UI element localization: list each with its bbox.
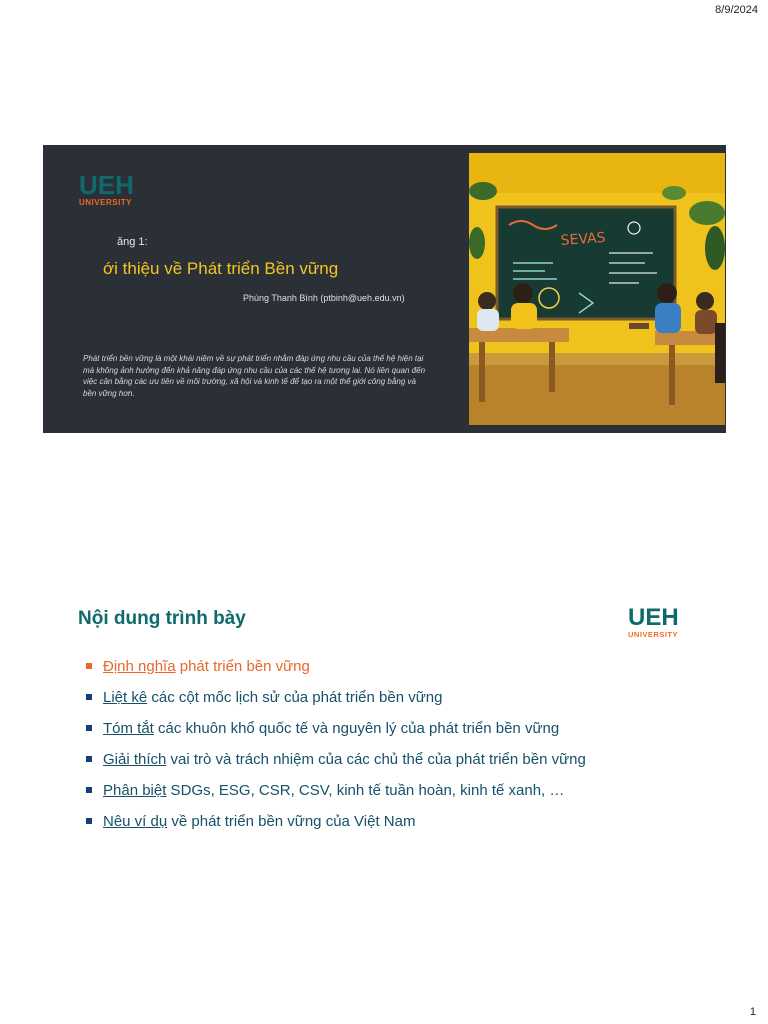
ueh-logo	[79, 172, 134, 207]
bullet-square-icon	[86, 663, 92, 669]
agenda-item	[86, 780, 666, 801]
agenda-item-text: phát triển bền vững	[175, 658, 310, 675]
agenda-item-text: các cột mốc lịch sử của phát triển bền vững	[147, 689, 443, 706]
agenda-item-text: về phát triển bền vững của Việt Nam	[167, 813, 416, 830]
agenda-list	[86, 656, 666, 842]
agenda-keyword-link[interactable]: Định nghĩa	[103, 658, 176, 675]
ueh-logo	[628, 606, 679, 639]
svg-text:SEVAS: SEVAS	[560, 229, 607, 249]
agenda-title: Nội dung trình bày	[78, 608, 246, 629]
agenda-keyword-link[interactable]: Nêu ví dụ	[103, 813, 168, 830]
bullet-square-icon	[86, 818, 92, 824]
agenda-item	[86, 718, 666, 739]
agenda-item-text: vai trò và trách nhiệm của các chủ thể của phát triển bền vững	[166, 751, 586, 768]
summary-text: Phát triển bền vững là một khái niệm về sự phát triển nhằm đáp ứng nhu cầu của thế hệ hiện tại mà không ảnh hưởng đến khả năng đáp ứng nhu cầu của các thế hệ tương lai. Nó liên quan đến việc cân bằng các ưu tiên về môi trường, xã hội và kinh tế để tạo ra một thế giới công bằng và bền vững hơn.	[83, 354, 426, 398]
page-date: 8/9/2024	[715, 4, 758, 16]
agenda-keyword-link[interactable]: Giải thích	[103, 751, 167, 768]
title-slide	[43, 145, 726, 433]
slide-title: ới thiệu về Phát triển Bền vững	[103, 259, 339, 278]
logo-main-text: UEH	[79, 170, 134, 200]
agenda-item	[86, 749, 666, 770]
bullet-square-icon	[86, 787, 92, 793]
chapter-label: ăng 1:	[117, 236, 148, 248]
logo-sub-text: UNIVERSITY	[628, 630, 679, 639]
agenda-item	[86, 811, 666, 832]
agenda-item	[86, 687, 666, 708]
bullet-square-icon	[86, 694, 92, 700]
bullet-square-icon	[86, 725, 92, 731]
agenda-keyword-link[interactable]: Phân biệt	[103, 782, 167, 799]
bullet-square-icon	[86, 756, 92, 762]
agenda-keyword-link[interactable]: Tóm tắt	[103, 720, 154, 737]
author-line: Phùng Thanh Bình (ptbinh@ueh.edu.vn)	[243, 293, 405, 303]
classroom-illustration	[469, 153, 725, 425]
agenda-item	[86, 656, 666, 677]
logo-sub-text: UNIVERSITY	[79, 198, 133, 207]
page-number: 1	[749, 1006, 756, 1018]
agenda-keyword-link[interactable]: Liệt kê	[103, 689, 148, 706]
agenda-item-text: các khuôn khổ quốc tế và nguyên lý của phát triển bền vững	[153, 720, 560, 737]
agenda-item-text: SDGs, ESG, CSR, CSV, kinh tế tuần hoàn, kinh tế xanh, …	[166, 782, 565, 799]
logo-main-text: UEH	[628, 604, 679, 631]
